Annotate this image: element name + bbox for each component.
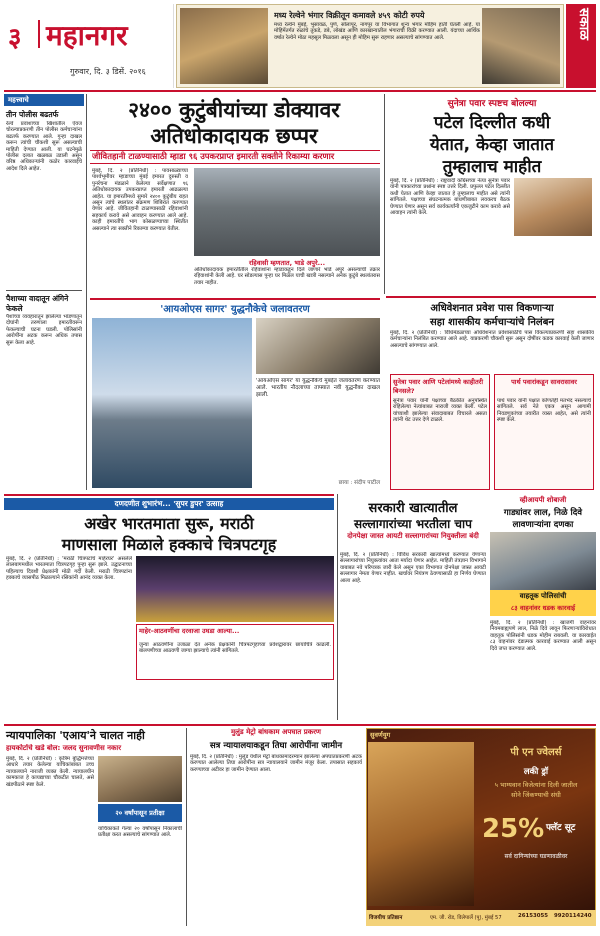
exam-headline-line2: सहा शासकीय कर्मचाऱ्यांचे निलंबन: [430, 317, 554, 328]
sidebar-item-text: पैशांच्या व्यवहारातून झालेल्या भांडणातून दोघांनी तरुणाला इमारतीवरून फेकल्याची घटना घडली. पोलिसांनी आरोपींना अटक करून अधिक तपास सुरू केला आहे.: [6, 314, 82, 346]
marathi-box-title: माहेर-आठवणींचा दरवाजा उघडा आल्या...: [139, 627, 240, 635]
sidebar-item-title: तीन पोलीस बढतर्फ: [6, 110, 59, 119]
police-photo-label2: ८३ वाहनांवर धडक कारवाई: [510, 604, 576, 612]
police-headline-line2: लावणाऱ्यांना दणका: [512, 520, 574, 530]
ad-tagline: लकी ड्रॉ: [523, 767, 549, 777]
govt-subheadline: दोनपेक्षा जास्त आयटी सल्लागारांच्या नियुक्तीला बंदी: [347, 532, 479, 540]
ad-top-label: सुवर्णयुग: [370, 731, 391, 739]
police-photo-label: वाहतूक पोलिसांची: [519, 592, 567, 600]
metro-headline: सत्र न्यायालयाकडून तिघा आरोपींना जामीन: [209, 741, 343, 751]
page-number: ३: [8, 23, 22, 53]
top-story-title: मध्य रेल्वेने भंगार विक्रीतून कमावले ४५९ कोटी रुपये: [274, 11, 425, 20]
marathi-story-text: मुंबई, दि. २ (प्रतिनिधी) : 'मराठी चित्रपटांचे माहेरघर' असलेले लालबागमधील भारतमाता चित्रपटगृह पुन्हा सुरू झाले. उद्घाटनाच्या पहिल्याच दिवशी प्रेक्षकांनी मोठी गर्दी केली. मराठी चित्रपटांना हक्काचे व्यासपीठ मिळाल्याने रसिकांनी आनंद व्यक्त केला.: [6, 556, 132, 582]
police-kicker: व्हीआयपी शोबाजी: [519, 496, 567, 504]
govt-headline-line2: सल्लागारांच्या भरतीला चाप: [354, 517, 472, 531]
metro-kicker: मुलुंड मेट्रो बांधकाम अपघात प्रकरण: [231, 728, 321, 736]
ad-model-photo: [368, 742, 474, 906]
right-story-text: मुंबई, दि. २ (प्रतिनिधी) : राष्ट्रवादी काँग्रेसच्या नेत्या सुनेत्रा पवार यांनी पत्रकारांच्या प्रश्नांना स्पष्ट उत्तरे दिली. प्रफुल्ल पटेल दिल्लीत कधी येतात आणि केव्हा जातात हे तुम्हालाच माहीत असे त्यांनी सांगितले. पक्षाच्या संघटनात्मक बांधणीबाबत लवकरच बैठक घेण्यात येणार असून सर्व कार्यकर्त्यांनी एकजुटीने काम करावे असे आवाहन त्यांनी केले.: [390, 178, 510, 217]
exam-headline: अधिवेशनात प्रवेश पास विकणाऱ्या: [430, 303, 554, 314]
ad-discount: 25%: [482, 814, 545, 844]
govt-headline: सरकारी खात्यातील: [368, 501, 458, 516]
sidebar-item-title: पैशाच्या वादातून अंगिने फेकले: [6, 294, 69, 313]
issue-date: गुरुवार, दि. ३ डिसें. २०१६: [70, 67, 146, 76]
marathi-box-text: जुन्या आठवणींना उजाळा देत अनेक प्रेक्षकांनी चित्रपटगृहाच्या प्रवेशद्वारावर छायाचित्रे काढली. बालपणीच्या आठवणी जाग्या झाल्याचे त्यांनी सांगितले.: [139, 642, 331, 655]
sidebar-item-text: रेल्वे प्रवाशाच्या खिशातील ऐवज चोरल्याप्रकरणी तीन पोलीस कर्मचाऱ्यांना बढतर्फ करण्यात आले. गुन्हा दाखल करून त्यांची चौकशी सुरू असल्याची माहिती देण्यात आली. या घटनेमुळे पोलीस दलात खळबळ उडाली असून वरिष्ठ अधिकाऱ्यांनी कठोर कारवाईचे आदेश दिले आहेत.: [6, 121, 82, 172]
navy-headline: 'आयओएस सागर' युद्धनौकेचे जलावतरण: [160, 304, 310, 315]
photo-caption-text: अतिधोकादायक इमारतींतील रहिवाशांना म्हाडाकडून दिले जाणारे भाडे अपुरे असल्याची तक्रार रहिवाशांनी केली आहे. घर सोडल्यास पुन्हा घर मिळेल याची खात्री नसल्याने अनेक कुटुंबे स्थलांतरास तयार नाहीत.: [194, 267, 380, 286]
sidebar-column-rule: [86, 94, 87, 490]
marathi-story-text-cont: [6, 682, 334, 720]
right-headline: पटेल दिल्लीत कधी: [433, 113, 551, 133]
navy-caption: 'आयओएस सागर' या युद्धनौकेचे मुंबईत जलावतरण करण्यात आले. भारतीय नौदलाच्या ताफ्यात नवी युद्धनौका दाखल झाली.: [256, 378, 380, 398]
court-rule: [4, 724, 596, 726]
box-parth-text: पार्थ पवार यांनी पक्षात कोणतेही मतभेद नसल्याचे सांगितले. सर्व नेते एकत्र असून आगामी निवडणुकांच्या तयारीत व्यस्त आहेत, असे त्यांनी स्पष्ट केले.: [497, 398, 591, 424]
ceremony-photo: [256, 318, 380, 374]
box-sunetra-text: सुनेत्रा पवार यांनी पक्षाच्या बैठकीत अनुपस्थित राहिलेल्या नेत्यांबाबत नाराजी व्यक्त केली. पटेल यांच्याशी झालेल्या संवादाबाबत विचारले असता त्यांनी थेट उत्तर देणे टाळले.: [393, 398, 487, 424]
right-kicker: सुनेत्रा पवार स्पष्टच बोलल्या: [447, 99, 537, 109]
ad-footer-mobile[interactable]: 9920114240: [554, 913, 592, 919]
train-photo: [180, 8, 268, 84]
ad-footer-left: विजयीच प्रतिष्ठान: [369, 915, 403, 921]
police-story-text: मुंबई, दि. २ (प्रतिनिधी) : खाजगी वाहनांवर नियमबाह्यपणे लाल, निळे दिवे लावून फिरणाऱ्यांविरोधात वाहतूक पोलिसांनी धडक मोहीम राबवली. या कारवाईत ८३ वाहनांवर दंडात्मक कारवाई करण्यात आली असून दिवे जप्त करण्यात आले.: [490, 620, 596, 652]
top-story-text: मध्य रेल्वेने मुंबई, भुसावळ, पुणे, सोलापूर, नागपूर या विभागात शून्य भंगार मोहिम हाती घेतली आहे. या मोहिमेंतर्गत रुळांचे तुकडे, डबे, लोखंड आणि कारखान्यातील भंगाराची विक्री करण्यात आली. यंदाच्या आर्थिक वर्षात रेल्वेने मोठा महसूल मिळवला असून ही मोहिम सुरू राहणार असल्याचे सांगण्यात आले.: [274, 22, 480, 41]
main-subheadline: जीवितहानी टाळण्यासाठी म्हाडा ९६ उपकरप्राप्त इमारती सक्तीने रिकाम्या करणार: [92, 151, 335, 161]
portrait-photo: [514, 178, 592, 236]
building-photo: [194, 168, 380, 256]
sidebar: [4, 94, 84, 490]
sidebar-label: महत्त्वाचे: [4, 94, 84, 106]
exam-story-rule: [386, 296, 596, 298]
ad-subtitle: ५ भाग्यवान विजेत्यांना दिली जातील: [494, 781, 578, 789]
ad-footer-phone[interactable]: 26153055: [518, 913, 549, 919]
sidebar-divider: [6, 290, 82, 291]
right-story-text-cont: [514, 240, 592, 292]
masthead-divider: [38, 20, 40, 48]
box-parth-title: पार्थ पवारांकडून सावरासावर: [511, 378, 577, 386]
rail-yard-photo: [482, 8, 560, 84]
govt-column-rule: [337, 494, 338, 720]
marathi-headline: अखेर भारतमाता सुरू, मराठी: [84, 514, 254, 533]
govt-story-text: मुंबई, दि. २ (प्रतिनिधी) : विविध सरकारी खात्यांमध्ये करण्यात येणाऱ्या सल्लागारांच्या नियुक्त्यांवर आता मर्यादा येणार आहेत. माहिती तंत्रज्ञान विभागाने याबाबत नवे परिपत्रक जारी केले असून एका विभागात दोनपेक्षा जास्त आयटी सल्लागार नेमता येणार नाहीत. खर्चावर नियंत्रण ठेवण्यासाठी हा निर्णय घेण्यात आला आहे.: [340, 552, 486, 584]
marathi-kicker: दणदणीत शुभारंभ... 'सुपर डुपर' उत्साह: [114, 499, 224, 508]
cinema-crowd-photo: [136, 556, 334, 622]
court-box-text: याचिकाकर्ते गेल्या २० वर्षांपासून निकालाची प्रतीक्षा करत असल्याचे सांगण्यात आले.: [98, 826, 182, 839]
masthead-rule: [4, 90, 596, 92]
ad-discount-label: फ्लॅट सूट: [546, 823, 576, 833]
court-headline: न्यायपालिका 'एआय'ने चालत नाही: [6, 729, 145, 742]
ad-prize: सोने जिंकण्याची संधी: [511, 791, 561, 799]
photo-caption: रहिवासी म्हणतात, भाडे अपुरे...: [248, 259, 326, 267]
masthead: [4, 4, 596, 88]
right-column-rule: [384, 94, 385, 294]
section-title: महानगर: [46, 19, 128, 52]
ad-brand: पी एन ज्वेलर्स: [510, 747, 562, 758]
court-box-title: २० वर्षांपासून प्रतीक्षा: [115, 809, 165, 817]
court-subheadline: हायकोर्टाचे खडे बोल: जलद सुनावणीस नकार: [6, 744, 122, 752]
right-headline-line3: तुम्हालाच माहीत: [442, 157, 542, 177]
court-story-text: मुंबई, दि. २ (प्रतिनिधी) : कृत्रिम बुद्धिमत्तेच्या आधारे तयार केलेल्या याचिकांबाबत उच्च न्यायालयाने नाराजी व्यक्त केली. न्यायालयीन कामकाज हे कायद्याच्या चौकटीत चालते, असे खंडपीठाने स्पष्ट केले.: [6, 756, 94, 788]
metro-column-rule: [186, 728, 187, 926]
main-story-text: मुंबई, दि. २ (प्रतिनिधी) : पावसाळ्याच्या पार्श्वभूमीवर म्हाडाच्या मुंबई इमारत दुरुस्ती व पुनर्रचना मंडळाने केलेल्या सर्वेक्षणात ९६ अतिधोकादायक उपकरप्राप्त इमारती आढळल्या आहेत. या इमारतींमध्ये सुमारे २४०० कुटुंबीय राहत असून त्यांचे स्थलांतर संक्रमण शिबिरात करण्यात येणार आहे. जीवितहानी टाळण्यासाठी रहिवाशांनी सहकार्य करावे असे आवाहन करण्यात आले आहे. काही इमारतींचे भाग कोसळण्याच्या स्थितीत असल्याने त्या सक्तीने रिकाम्या करण्यात येतील.: [92, 168, 188, 232]
warship-photo: [92, 318, 252, 488]
marathi-headline-line2: माणसाला मिळाले हक्काचे चित्रपटगृह: [61, 535, 277, 554]
main-headline-line2: अतिधोकादायक छप्पर: [150, 124, 318, 148]
police-headline: गाड्यांवर लाल, निळे दिवे: [503, 508, 583, 518]
right-headline-line2: येतात, केव्हा जातात: [429, 135, 555, 155]
navy-photo-credit: छाया : संदीप पाटील: [338, 480, 380, 486]
ad-footer-address: एम. जी. रोड, विलेपार्ले (पू), मुंबई 57: [430, 915, 502, 921]
box-sunetra-title: सुनेत्रा पवार आणि पटेलांमध्ये काहीतरी बिनसले?: [393, 378, 484, 395]
main-headline: २४०० कुटुंबीयांच्या डोक्यावर: [128, 98, 340, 122]
metro-story-text: मुंबई, दि. २ (प्रतिनिधी) : मुलुंड येथील मेट्रो बांधकामादरम्यान झालेल्या अपघातप्रकरणी अटक करण्यात आलेल्या तिघा आरोपींना सत्र न्यायालयाने जामीन मंजूर केला. तपासात सहकार्य करण्याच्या अटीवर हा जामीन देण्यात आला.: [190, 754, 362, 773]
court-building-photo: [98, 756, 182, 802]
marathi-rule: [4, 494, 334, 496]
exam-story-text: मुंबई, दि. २ (प्रतिनिधी) : विधिमंडळाच्या अधिवेशनात प्रवेशासाठीचे पास विकल्याप्रकरणी सहा शासकीय कर्मचाऱ्यांना निलंबित करण्यात आले आहे. याप्रकरणी चौकशी सुरू असून दोषींवर कडक कारवाई केली जाणार असल्याचे सांगण्यात आले.: [390, 330, 594, 349]
police-photo: [490, 532, 596, 590]
ad-discount-note: सर्व दागिन्यांच्या घडणावळीवर: [504, 853, 568, 860]
brand-logo: सकाळ: [576, 8, 591, 41]
